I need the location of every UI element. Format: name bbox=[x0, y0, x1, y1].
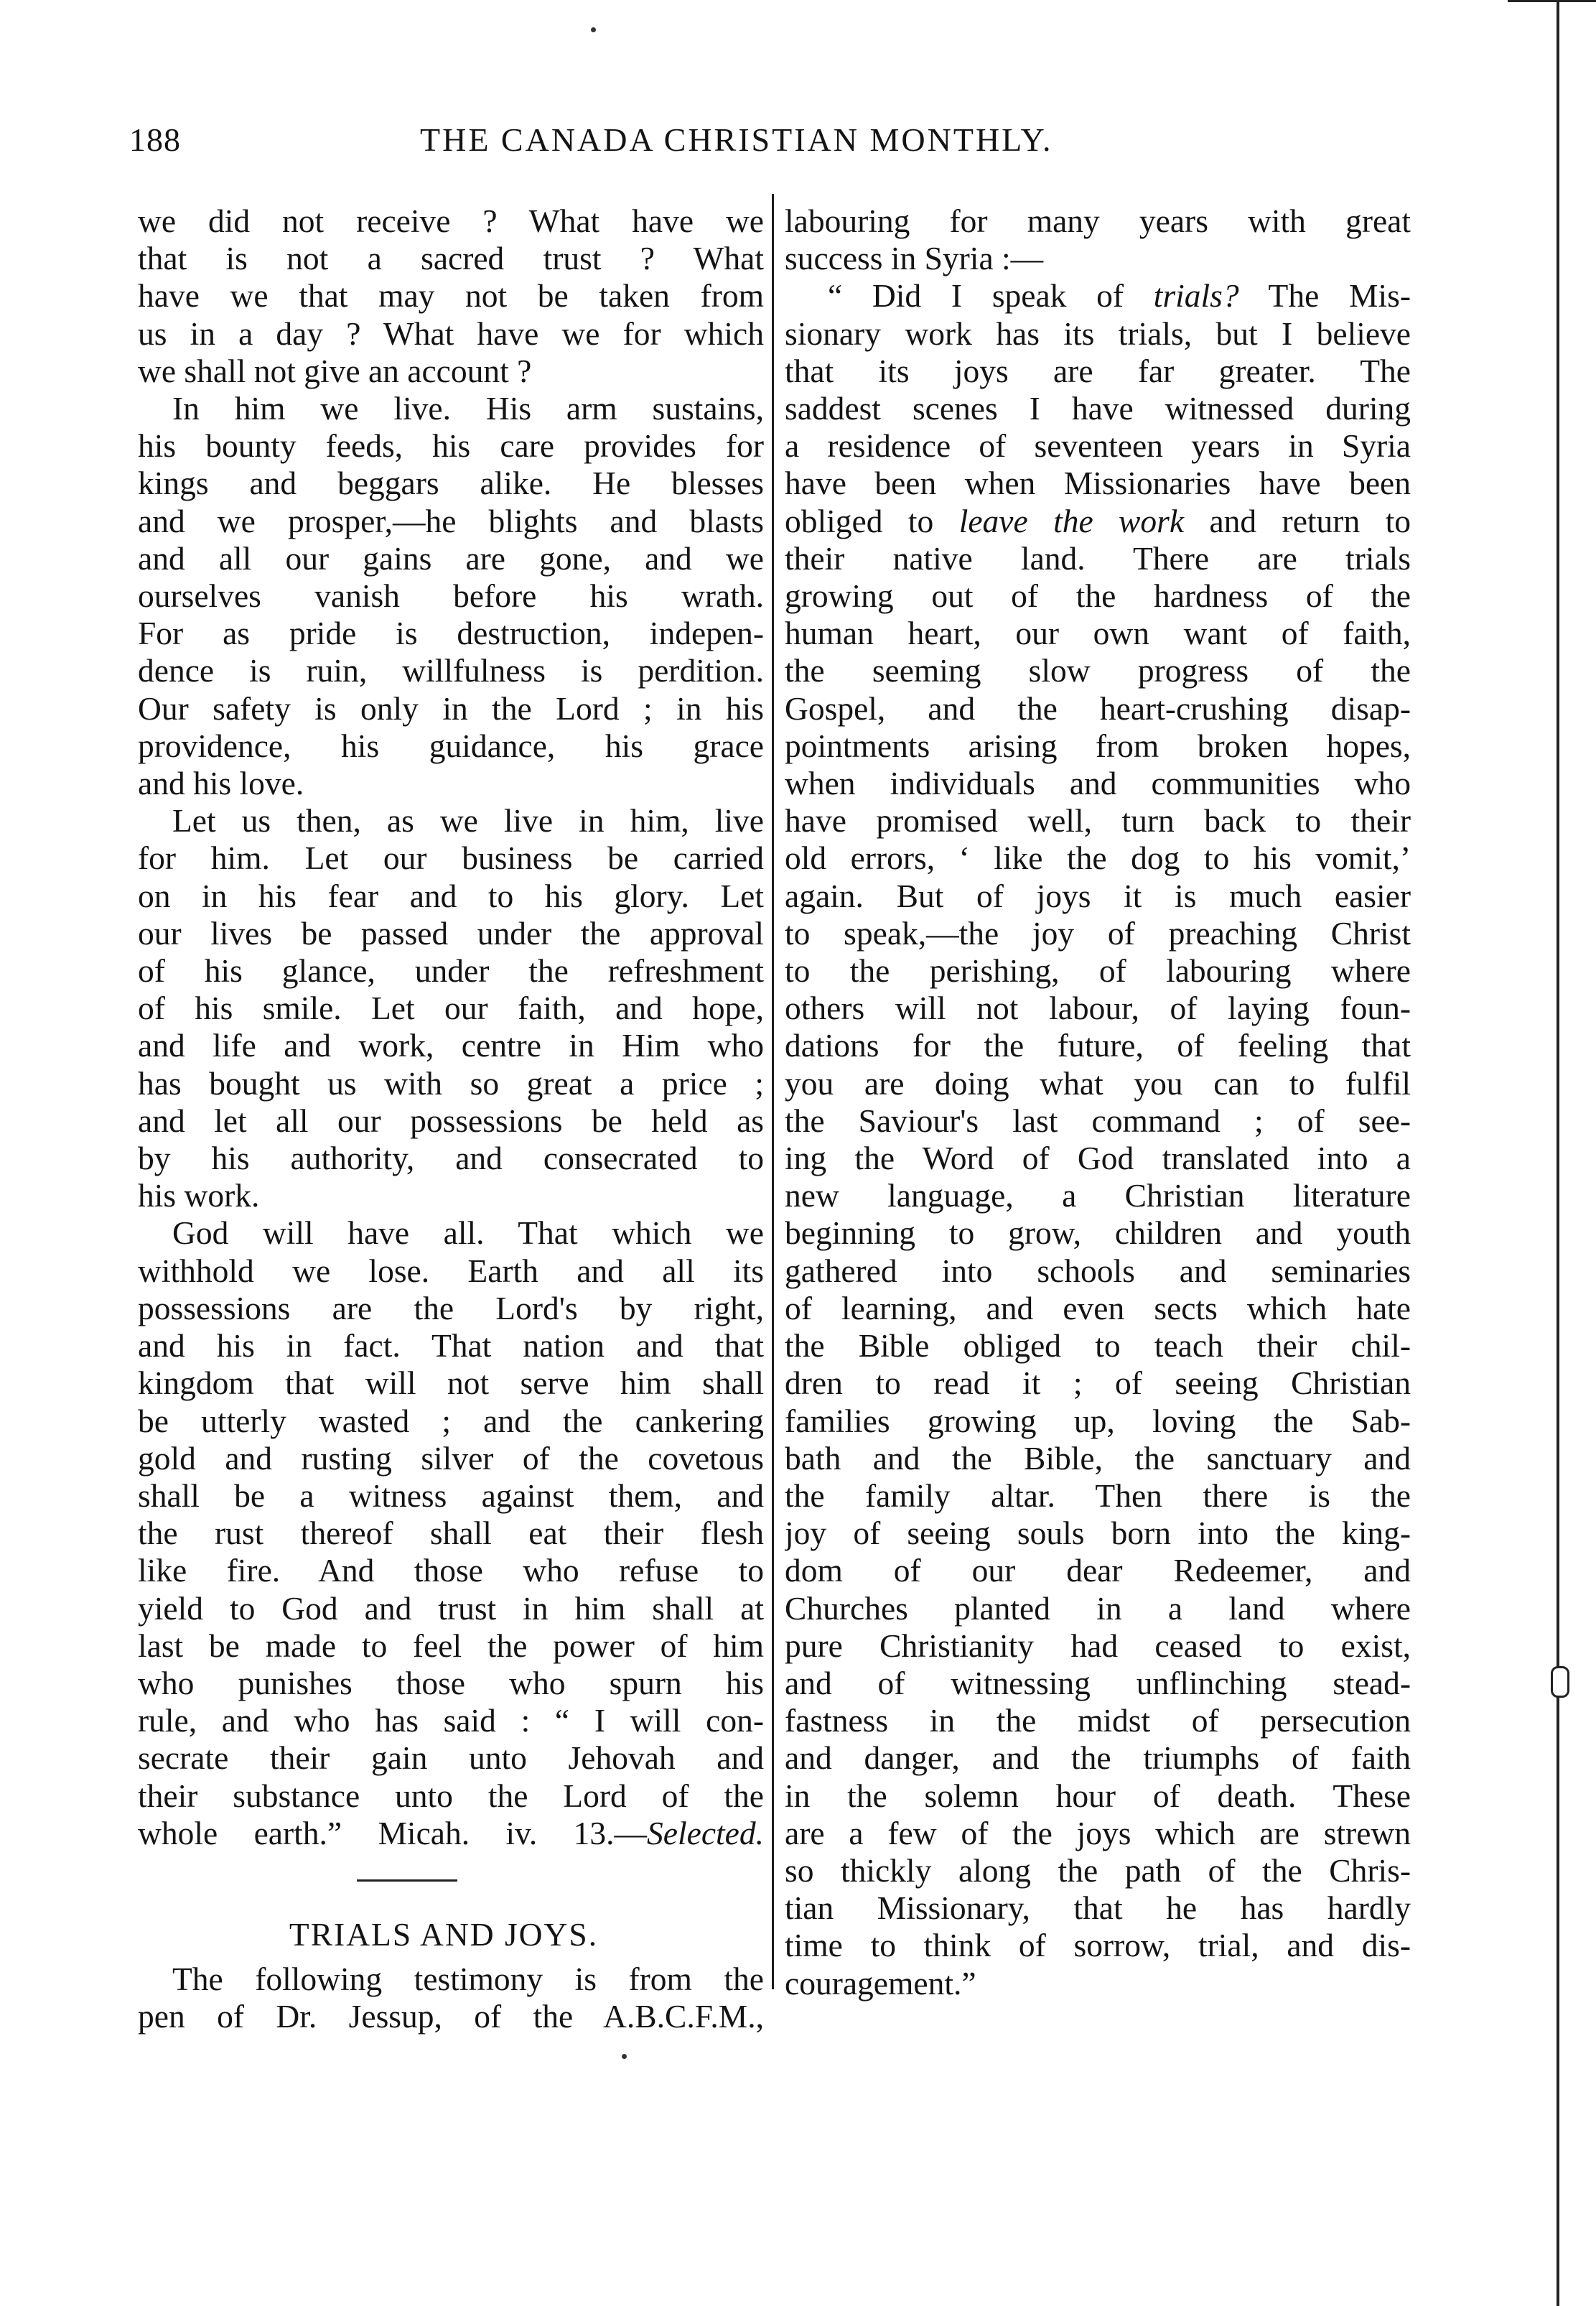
text-line: Let us then, as we live in him, live bbox=[172, 802, 764, 840]
text-line: like fire. And those who refuse to bbox=[138, 1552, 764, 1589]
text-line: the seeming slow progress of the bbox=[785, 652, 1411, 689]
text-line: his work. bbox=[138, 1177, 260, 1214]
text-line: Churches planted in a land where bbox=[785, 1589, 1411, 1627]
text-line: our lives be passed under the approval bbox=[138, 914, 764, 952]
text-line: have been when Missionaries have been bbox=[785, 465, 1411, 502]
right-column bbox=[785, 203, 1411, 2002]
text-line: that its joys are far greater. The bbox=[785, 352, 1411, 389]
text-line: In him we live. His arm sustains, bbox=[172, 390, 764, 427]
text-line: new language, a Christian literature bbox=[785, 1177, 1411, 1214]
text-line: dations for the future, of feeling that bbox=[785, 1027, 1411, 1064]
text-line: and life and work, centre in Him who bbox=[138, 1027, 764, 1064]
italic-trials: trials? bbox=[1153, 277, 1239, 315]
quote-text: “ Did I speak of bbox=[828, 277, 1154, 315]
text-line: the Saviour's last command ; of see- bbox=[785, 1102, 1411, 1139]
text-line: For as pride is destruction, indepen- bbox=[138, 615, 764, 652]
text-line: of his glance, under the refreshment bbox=[138, 952, 764, 990]
text-line: withhold we lose. Earth and all its bbox=[138, 1252, 764, 1289]
text-line: labouring for many years with great bbox=[785, 203, 1411, 239]
section-separator bbox=[357, 1879, 457, 1882]
text-line: providence, his guidance, his grace bbox=[138, 727, 764, 764]
text-line: joy of seeing souls born into the king- bbox=[785, 1515, 1411, 1552]
text-line: old errors, ‘ like the dog to his vomit,’ bbox=[785, 840, 1411, 877]
quote-text: The Mis- bbox=[1238, 277, 1411, 315]
text-line: and of witnessing unflinching stead- bbox=[785, 1664, 1411, 1701]
text-line: who punishes those who spurn his bbox=[138, 1664, 764, 1701]
text-line: possessions are the Lord's by right, bbox=[138, 1289, 764, 1326]
section-heading: TRIALS AND JOYS. bbox=[289, 1915, 599, 1953]
quote-text: obliged to bbox=[785, 502, 959, 539]
text-line: ing the Word of God translated into a bbox=[785, 1140, 1411, 1177]
text-line: couragement.” bbox=[785, 1964, 976, 2002]
text-line: we shall not give an account ? bbox=[138, 352, 532, 389]
text-line: sionary work has its trials, but I believe bbox=[785, 315, 1411, 352]
text-line: Our safety is only in the Lord ; in his bbox=[138, 689, 764, 727]
citation-source: Selected. bbox=[647, 1814, 764, 1851]
text-line: God will have all. That which we bbox=[172, 1214, 764, 1252]
text-line: beginning to grow, children and youth bbox=[785, 1214, 1411, 1252]
page-header bbox=[129, 121, 1278, 171]
text-line: secrate their gain unto Jehovah and bbox=[138, 1739, 764, 1777]
text-line: when individuals and communities who bbox=[785, 765, 1411, 802]
text-line: families growing up, loving the Sab- bbox=[785, 1402, 1411, 1439]
text-line: have we that may not be taken from bbox=[138, 277, 764, 315]
text-line: last be made to feel the power of him bbox=[138, 1627, 764, 1664]
quote-opening-line bbox=[785, 277, 1411, 315]
text-line: rule, and who has said : “ I will con- bbox=[138, 1702, 764, 1739]
text-line: gold and rusting silver of the covetous bbox=[138, 1439, 764, 1477]
print-speck bbox=[591, 27, 596, 32]
text-line: you are doing what you can to fulfil bbox=[785, 1064, 1411, 1102]
text-line: are a few of the joys which are strewn bbox=[785, 1814, 1411, 1851]
text-line: pen of Dr. Jessup, of the A.B.C.F.M., bbox=[138, 1998, 764, 2035]
text-line: and let all our possessions be held as bbox=[138, 1102, 764, 1139]
text-line: has bought us with so great a price ; bbox=[138, 1064, 764, 1102]
text-line: on in his fear and to his glory. Let bbox=[138, 877, 764, 914]
text-line: success in Syria :— bbox=[785, 240, 1044, 277]
text-line: by his authority, and consecrated to bbox=[138, 1140, 764, 1177]
text-line: the family altar. Then there is the bbox=[785, 1477, 1411, 1514]
text-line: in the solemn hour of death. These bbox=[785, 1777, 1411, 1814]
text-line: pointments arising from broken hopes, bbox=[785, 727, 1411, 764]
print-speck bbox=[622, 2054, 627, 2059]
text-line: us in a day ? What have we for which bbox=[138, 315, 764, 352]
text-line: a residence of seventeen years in Syria bbox=[785, 427, 1411, 465]
text-line: and danger, and the triumphs of faith bbox=[785, 1739, 1411, 1777]
text-line: their substance unto the Lord of the bbox=[138, 1777, 764, 1814]
text-line: have promised well, turn back to their bbox=[785, 802, 1411, 840]
text-line: Gospel, and the heart-crushing disap- bbox=[785, 689, 1411, 727]
text-line: of his smile. Let our faith, and hope, bbox=[138, 990, 764, 1027]
text-line: for him. Let our business be carried bbox=[138, 840, 764, 877]
text-line: and his in fact. That nation and that bbox=[138, 1327, 764, 1364]
text-line: the rust thereof shall eat their flesh bbox=[138, 1515, 764, 1552]
text-line: to speak,—the joy of preaching Christ bbox=[785, 914, 1411, 952]
quote-text: and return to bbox=[1184, 502, 1411, 539]
text-line: tian Missionary, that he has hardly bbox=[785, 1889, 1411, 1927]
text-line: growing out of the hardness of the bbox=[785, 577, 1411, 615]
text-line: again. But of joys it is much easier bbox=[785, 877, 1411, 914]
text-line: saddest scenes I have witnessed during bbox=[785, 390, 1411, 427]
text-line: and all our gains are gone, and we bbox=[138, 539, 764, 577]
page-number: 188 bbox=[129, 121, 181, 158]
text-line: that is not a sacred trust ? What bbox=[138, 240, 764, 277]
text-line: dren to read it ; of seeing Christian bbox=[785, 1364, 1411, 1402]
text-line: so thickly along the path of the Chris- bbox=[785, 1851, 1411, 1889]
running-title: THE CANADA CHRISTIAN MONTHLY. bbox=[420, 121, 1053, 158]
text-line: gathered into schools and seminaries bbox=[785, 1252, 1411, 1289]
text-line: yield to God and trust in him shall at bbox=[138, 1589, 764, 1627]
text-line: time to think of sorrow, trial, and dis- bbox=[785, 1927, 1411, 1964]
binding-edge bbox=[1557, 0, 1559, 2306]
text-line: and his love. bbox=[138, 765, 304, 802]
text-line: the Bible obliged to teach their chil- bbox=[785, 1327, 1411, 1364]
text-line: others will not labour, of laying foun- bbox=[785, 990, 1411, 1027]
text-line: to the perishing, of labouring where bbox=[785, 952, 1411, 990]
text-line: The following testimony is from the bbox=[172, 1961, 764, 1998]
text-line: be utterly wasted ; and the cankering bbox=[138, 1402, 764, 1439]
text-line: pure Christianity had ceased to exist, bbox=[785, 1627, 1411, 1664]
text-line: dence is ruin, willfulness is perdition. bbox=[138, 652, 764, 689]
italic-leave-the-work: leave the work bbox=[958, 502, 1185, 539]
text-line: kingdom that will not serve him shall bbox=[138, 1364, 764, 1402]
text-line: his bounty feeds, his care provides for bbox=[138, 427, 764, 465]
text-line: human heart, our own want of faith, bbox=[785, 615, 1411, 652]
text-line: ourselves vanish before his wrath. bbox=[138, 577, 764, 615]
left-column bbox=[138, 203, 764, 2036]
text-line: shall be a witness against them, and bbox=[138, 1477, 764, 1514]
binding-clasp bbox=[1551, 1666, 1569, 1698]
citation-line bbox=[138, 1815, 764, 1852]
text-line: we did not receive ? What have we bbox=[138, 203, 764, 239]
text-line bbox=[785, 503, 1411, 540]
text-line: and we prosper,—he blights and blasts bbox=[138, 502, 764, 539]
text-line: of learning, and even sects which hate bbox=[785, 1289, 1411, 1326]
text-line: bath and the Bible, the sanctuary and bbox=[785, 1439, 1411, 1477]
column-rule bbox=[772, 194, 774, 1989]
text-line: fastness in the midst of persecution bbox=[785, 1702, 1411, 1739]
citation-text: whole earth.” Micah. iv. 13.— bbox=[138, 1814, 648, 1851]
text-line: dom of our dear Redeemer, and bbox=[785, 1552, 1411, 1589]
text-line: kings and beggars alike. He blesses bbox=[138, 465, 764, 502]
text-line: their native land. There are trials bbox=[785, 539, 1411, 577]
page-edge-mark bbox=[1508, 0, 1596, 2]
